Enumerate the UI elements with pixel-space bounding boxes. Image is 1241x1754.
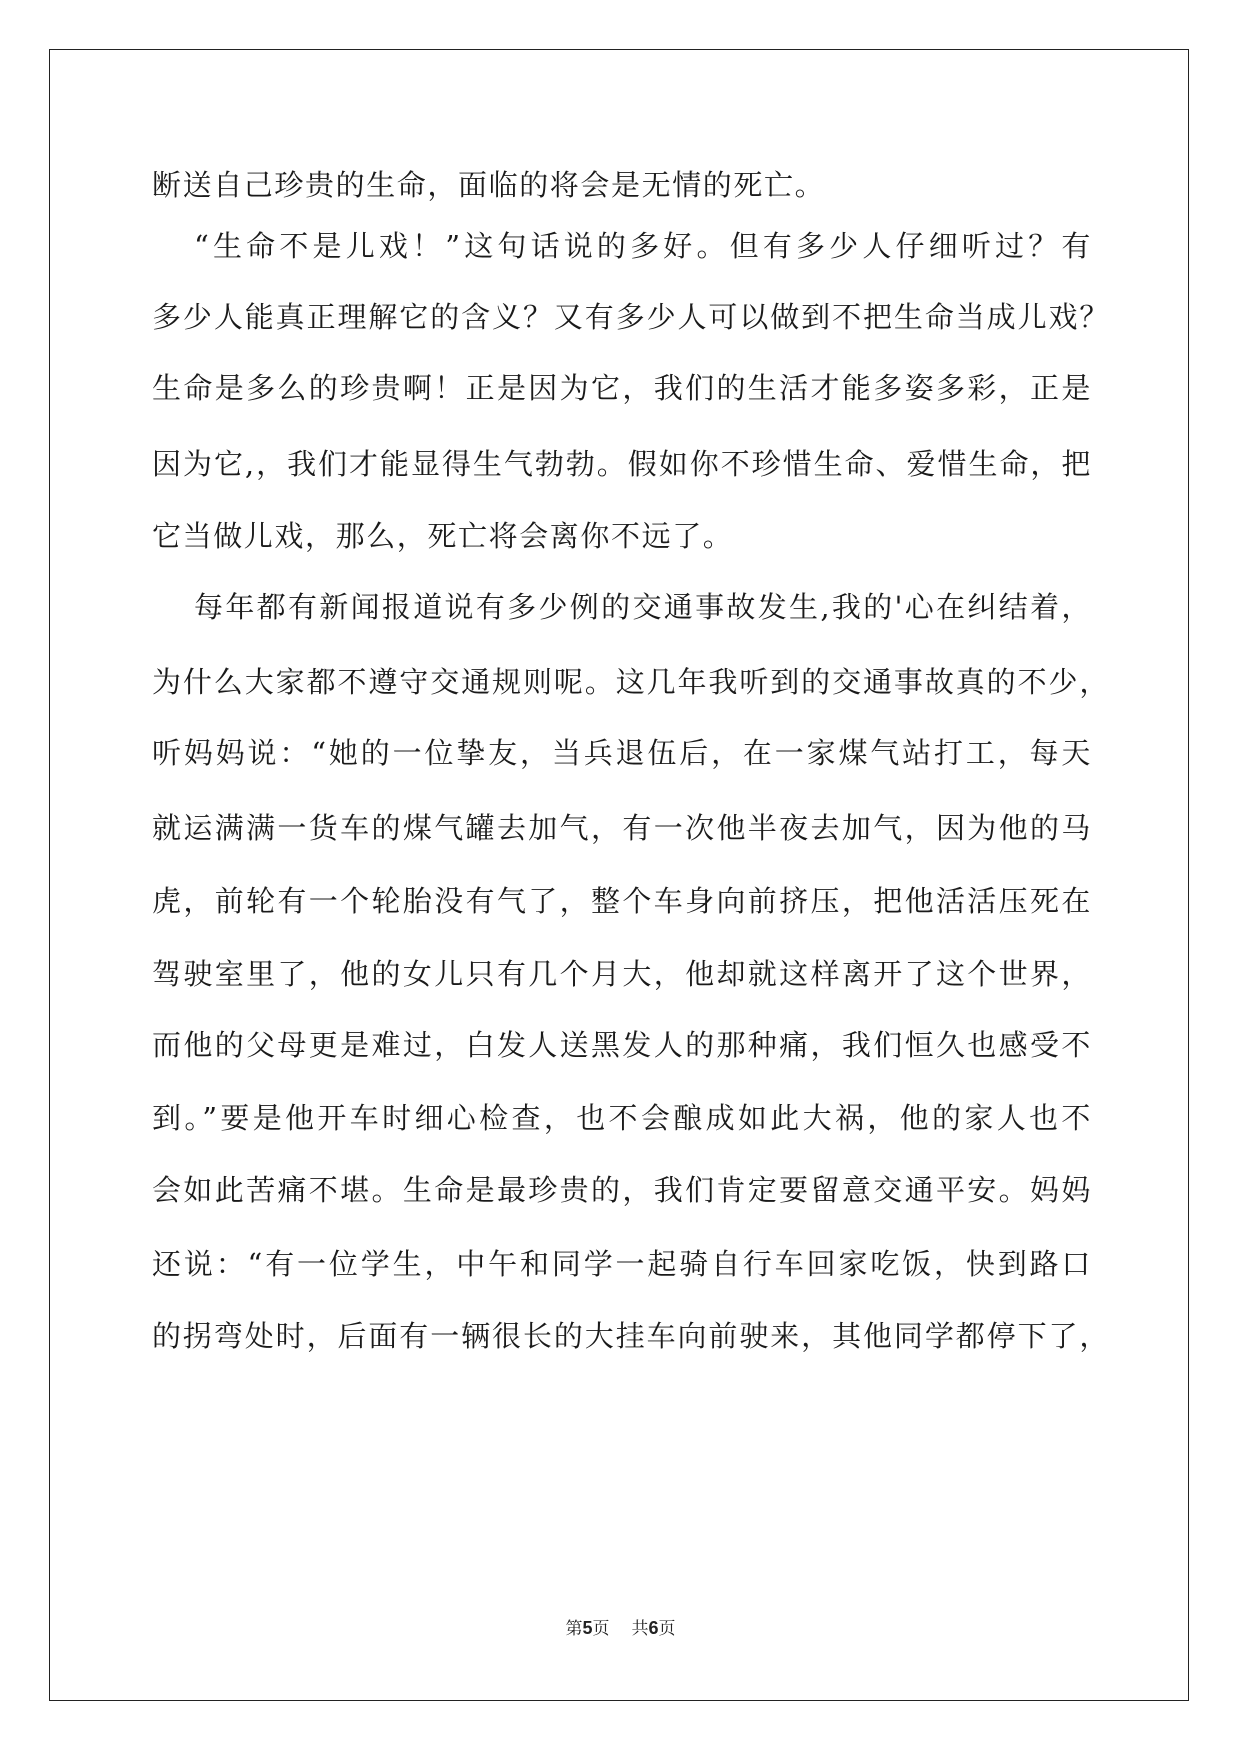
text-line: 会如此苦痛不堪。生命是最珍贵的，我们肯定要留意交通平安。妈妈 [152,1173,1092,1207]
text-line: “生命不是儿戏！”这句话说的多好。但有多少人仔细听过？有 [194,229,1092,263]
page-footer [0,1616,1241,1641]
text-line: 的拐弯处时，后面有一辆很长的大挂车向前驶来，其他同学都停下了， [152,1319,1110,1353]
text-line: 多少人能真正理解它的含义？又有多少人可以做到不把生命当成儿戏？ [152,300,1110,334]
text-line: 每年都有新闻报道说有多少例的交通事故发生,我的'心在纠结着， [194,590,1092,624]
text-line: 虎，前轮有一个轮胎没有气了，整个车身向前挤压，把他活活压死在 [152,884,1092,918]
text-line: 驾驶室里了，他的女儿只有几个月大，他却就这样离开了这个世界， [152,957,1092,991]
page-suffix: 页 [592,1619,610,1639]
text-line: 生命是多么的珍贵啊！正是因为它，我们的生活才能多姿多彩，正是 [152,371,1092,405]
total-suffix: 页 [658,1619,676,1639]
text-line: 听妈妈说：“她的一位挚友，当兵退伍后，在一家煤气站打工，每天 [152,736,1092,770]
text-line: 而他的父母更是难过，白发人送黑发人的那种痛，我们恒久也感受不 [152,1028,1092,1062]
page-prefix: 第 [565,1619,583,1639]
text-line: 还说：“有一位学生，中午和同学一起骑自行车回家吃饭，快到路口 [152,1247,1092,1281]
page-current: 5 [582,1618,593,1638]
total-prefix: 共 [631,1619,649,1639]
text-line: 断送自己珍贵的生命，面临的将会是无情的死亡。 [152,168,826,202]
text-line: 因为它,，我们才能显得生气勃勃。假如你不珍惜生命、爱惜生命，把 [152,447,1092,481]
page-total: 6 [648,1618,659,1638]
text-line: 为什么大家都不遵守交通规则呢。这几年我听到的交通事故真的不少， [152,665,1110,699]
text-line: 就运满满一货车的煤气罐去加气，有一次他半夜去加气，因为他的马 [152,811,1092,845]
text-line: 到。”要是他开车时细心检查，也不会酿成如此大祸，他的家人也不 [152,1101,1092,1135]
text-line: 它当做儿戏，那么，死亡将会离你不远了。 [152,519,734,553]
